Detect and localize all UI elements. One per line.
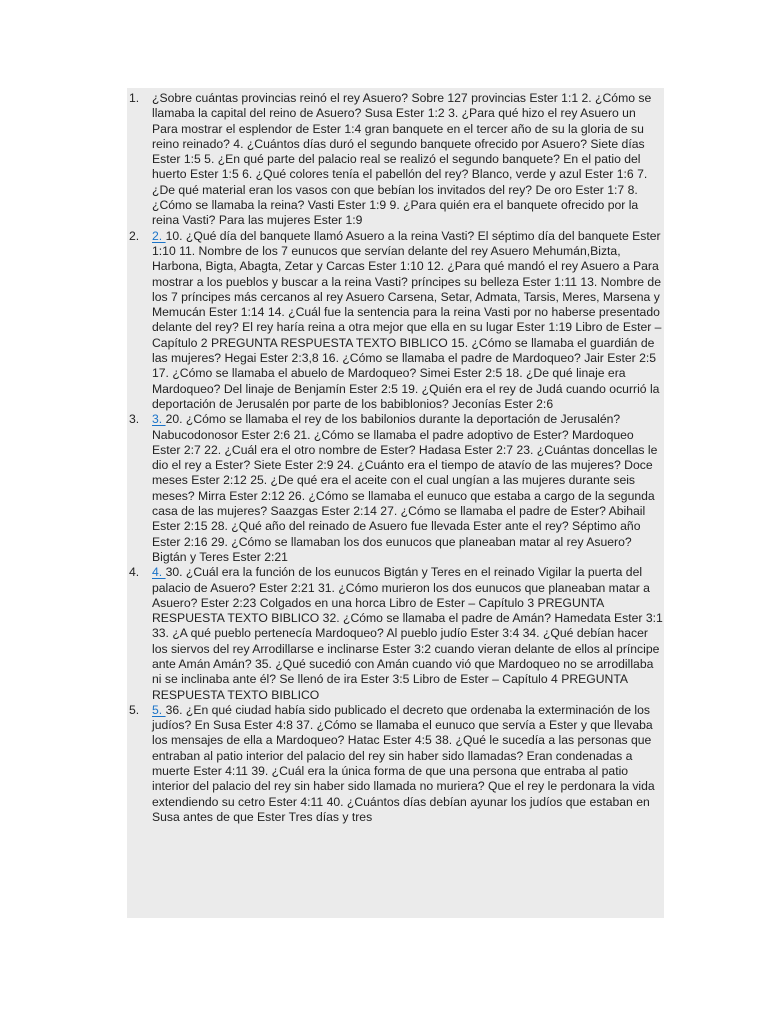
- page-link[interactable]: 3.: [152, 412, 166, 427]
- page-link[interactable]: 4.: [152, 565, 166, 580]
- item-text: 10. ¿Qué día del banquete llamó Asuero a la reina Vasti? El séptimo día del banquete Ester 1:10 11. Nombre de los 7 eunucos que servían delante del rey Asuero Mehumán,Bizta, Harbona, Bigta, Abagta, Zetar y Carcas Ester 1:10 12. ¿Para qué mandó el rey Asuero a Para mostrar a los pueblos y buscar a la reina Vasti? príncipes su belleza Ester 1:11 13. Nombre de los 7 príncipes más cercanos al rey Asuero Carsena, Setar, Admata, Tarsis, Meres, Marsena y Memucán Ester 1:14 14. ¿Cuál fue la sentencia para la reina Vasti por no haberse presentado delante del rey? El rey haría reina a otra mejor que ella en su lugar Ester 1:19 Libro de Ester – Capítulo 2 PREGUNTA RESPUESTA TEXTO BIBLICO 15. ¿Cómo se llamaba el guardián de las mujeres? Hegai Ester 2:3,8 16. ¿Cómo se llamaba el padre de Mardoqueo? Jair Ester 2:5 17. ¿Cómo se llamaba el abuelo de Mardoqueo? Simei Ester 2:5 18. ¿De qué linaje era Mardoqueo? Del linaje de Benjamín Ester 2:5 19. ¿Quién era el rey de Judá cuando ocurrió la deportación de Jerusalén por parte de los babiblonios? Jeconías Ester 2:6: [152, 228, 662, 411]
- page-link[interactable]: 5.: [152, 702, 166, 717]
- item-text: 36. ¿En qué ciudad había sido publicado el decreto que ordenaba la exterminación de los judíos? En Susa Ester 4:8 37. ¿Cómo se llamaba el eunuco que servía a Ester y que llevaba los mensajes de ella a Mardoqueo? Hatac Ester 4:5 38. ¿Qué le sucedía a las personas que entraban al patio interior del palacio del rey sin haber sido llamadas? Eran condenadas a muerte Ester 4:11 39. ¿Cuál era la única forma de que una persona que entraba al patio interior del palacio del rey sin haber sido llamada no muriera? Que el rey le perdonara la vida extendiendo su cetro Ester 4:11 40. ¿Cuántos días debían ayunar los judíos que estaban en Susa antes de que Ester Tres días y tres: [152, 702, 655, 824]
- page-link[interactable]: 2.: [152, 228, 166, 243]
- list-item: [127, 703, 664, 825]
- item-number: 1.: [129, 91, 140, 105]
- item-number: 4.: [129, 565, 140, 580]
- item-text: ¿Sobre cuántas provincias reinó el rey Asuero? Sobre 127 provincias Ester 1:1 2. ¿Cómo se llamaba la capital del reino de Asuero? Susa Ester 1:2 3. ¿Para qué hizo el rey Asuero un Para mostrar el esplendor de Ester 1:4 gran banquete en el tercer año de su la gloria de su reino reinado? 4. ¿Cuántos días duró el segundo banquete ofrecido por Asuero? Siete días Ester 1:5 5. ¿En qué parte del palacio real se realizó el segundo banquete? En el patio del huerto Ester 1:5 6. ¿Qué colores tenía el pabellón del rey? Blanco, verde y azul Ester 1:6 7. ¿De qué material eran los vasos con que bebían los invitados del rey? De oro Ester 1:7 8. ¿Cómo se llamaba la reina? Vasti Ester 1:9 9. ¿Para quién era el banquete ofrecido por la reina Vasti? Para las mujeres Ester 1:9: [152, 91, 652, 228]
- question-list: [127, 91, 664, 825]
- item-number: 5.: [129, 702, 140, 717]
- item-number: 2.: [129, 228, 140, 243]
- list-item: [127, 229, 664, 413]
- item-number: 3.: [129, 412, 140, 427]
- item-text: 20. ¿Cómo se llamaba el rey de los babilonios durante la deportación de Jerusalén? Nabucodonosor Ester 2:6 21. ¿Cómo se llamaba el padre adoptivo de Ester? Mardoqueo Ester 2:7 22. ¿Cuál era el otro nombre de Ester? Hadasa Ester 2:7 23. ¿Cuántas doncellas le dio el rey a Ester? Siete Ester 2:9 24. ¿Cuánto era el tiempo de atavío de las mujeres? Doce meses Ester 2:12 25. ¿De qué era el aceite con el cual ungían a las mujeres durante seis meses? Mirra Ester 2:12 26. ¿Cómo se llamaba el eunuco que estaba a cargo de la segunda casa de las mujeres? Saazgas Ester 2:14 27. ¿Cómo se llamaba el padre de Ester? Abihail Ester 2:15 28. ¿Qué año del reinado de Asuero fue llevada Ester ante el rey? Séptimo año Ester 2:16 29. ¿Cómo se llamaban los dos eunucos que planeaban matar al rey Asuero? Bigtán y Teres Ester 2:21: [152, 412, 658, 564]
- list-item: [127, 412, 664, 565]
- item-text: 30. ¿Cuál era la función de los eunucos Bigtán y Teres en el reinado Vigilar la puerta del palacio de Asuero? Ester 2:21 31. ¿Cómo murieron los dos eunucos que planeaban matar a Asuero? Ester 2:23 Colgados en una horca Libro de Ester – Capítulo 3 PREGUNTA RESPUESTA TEXTO BIBLICO 32. ¿Cómo se llamaba el padre de Amán? Hamedata Ester 3:1 33. ¿A qué pueblo pertenecía Mardoqueo? Al pueblo judío Ester 3:4 34. ¿Qué debían hacer los siervos del rey Arrodillarse e inclinarse Ester 3:2 cuando vieran delante de ellos al príncipe ante Amán Amán? 35. ¿Qué sucedió con Amán cuando vió que Mardoqueo no se arrodillaba ni se inclinaba ante él? Se llenó de ira Ester 3:5 Libro de Ester – Capítulo 4 PREGUNTA RESPUESTA TEXTO BIBLICO: [152, 565, 663, 702]
- list-item: [127, 91, 664, 229]
- list-item: [127, 565, 664, 703]
